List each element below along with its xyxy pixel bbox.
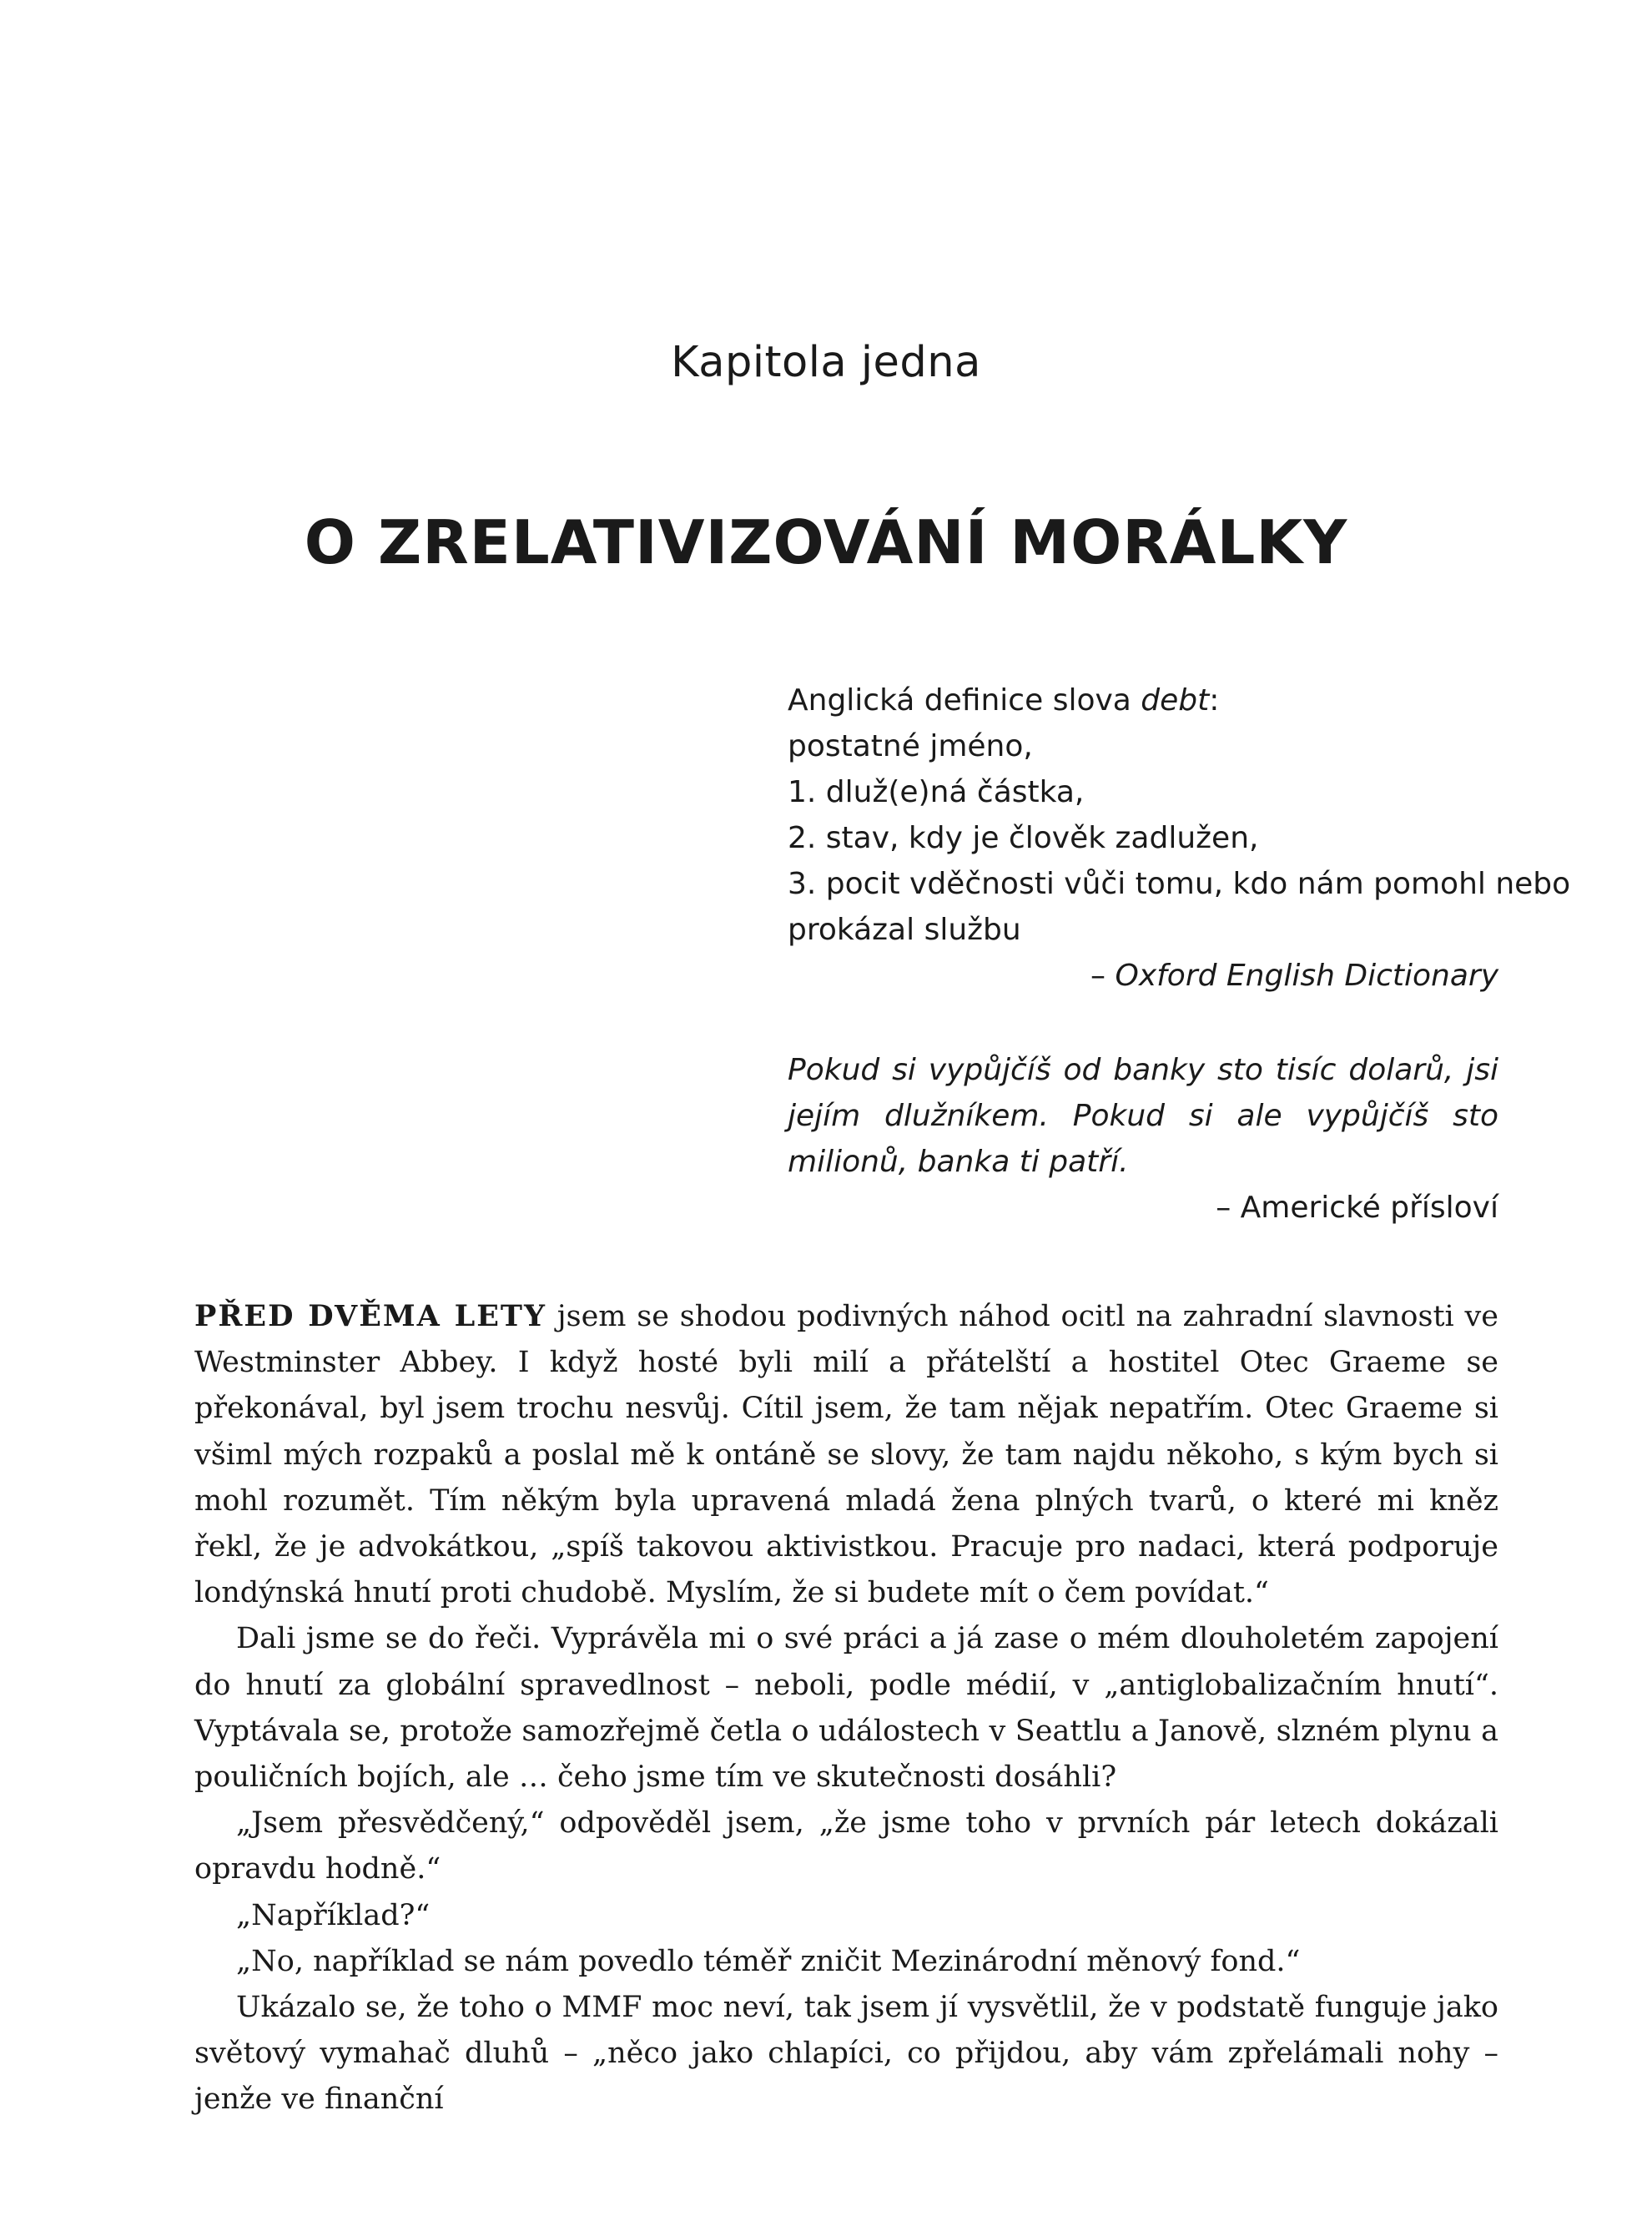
epigraph-line: 2. stav, kdy je člověk zadlužen, <box>788 821 1259 855</box>
epigraph-source-dash: – <box>1090 959 1116 993</box>
epigraph-line: postatné jméno, <box>788 729 1033 763</box>
epigraph-line: prokázal službu <box>788 913 1021 947</box>
epigraph-dictionary <box>788 677 1571 999</box>
paragraph: „Jsem přesvědčený,“ odpověděl jsem, „že jsme toho v prvních pár letech dokázali opravdu hodně.“ <box>194 1806 1498 1886</box>
paragraph: „Například?“ <box>236 1898 431 1932</box>
paragraph: Dali jsme se do řeči. Vyprávěla mi o své práci a já zase o mém dlouholetém zapojení do hnutí za globální spravedlnost – neboli, podle médií, v „antiglobalizačním hnutí“. Vyptávala se, protože samozřejmě četla o událostech v Seattlu a Janově, slzném plynu a pouličních bojích, ale … čeho jsme tím ve skutečnosti dosáhli? <box>194 1622 1498 1795</box>
paragraph: Ukázalo se, že toho o MMF moc neví, tak jsem jí vysvětlil, že v podstatě funguje jako světový vymahač dluhů – „něco jako chlapíci, co přijdou, aby vám zpřelámali nohy – jenže ve finanční <box>194 1991 1498 2117</box>
epigraph-source <box>788 953 1498 999</box>
paragraph: „No, například se nám povedlo téměř zničit Mezinárodní měnový fond.“ <box>236 1944 1301 1978</box>
paragraph-text: jsem se shodou podivných náhod ocitl na zahradní slavnosti ve Westminster Abbey. I když hosté byli milí a přátelští a hostitel Otec Graeme se překonával, byl jsem trochu nesvůj. Cítil jsem, že tam nějak nepatřím. Otec Graeme si všiml mých rozpaků a poslal mě k ontáně se slovy, že tam najdu někoho, s kým bych si mohl rozumět. Tím někým byla upravená mladá žena plných tvarů, o které mi kněz řekl, že je advokátkou, „spíš takovou aktivistkou. Pracuje pro nadaci, která podporuje londýnská hnutí proti chudobě. Myslím, že si budete mít o čem povídat.“ <box>194 1300 1498 1610</box>
paragraph-lead: PŘED DVĚMA LETY <box>194 1299 546 1333</box>
chapter-title: O ZRELATIVIZOVÁNÍ MORÁLKY <box>304 507 1348 577</box>
epigraphs <box>788 677 1571 1231</box>
epigraph-intro-text: Anglická definice slova <box>788 683 1141 718</box>
epigraph-proverb-source: – Americké přísloví <box>1216 1191 1498 1225</box>
body-text <box>194 1293 1498 2123</box>
epigraph-source-title: Oxford English Dictionary <box>1115 959 1498 993</box>
epigraph-line: 3. pocit vděčnosti vůči tomu, kdo nám pomohl nebo <box>788 867 1571 901</box>
epigraph-intro-colon: : <box>1209 683 1220 718</box>
chapter-label: Kapitola jedna <box>671 338 981 387</box>
paragraph <box>194 1293 1498 1616</box>
epigraph-intro <box>788 677 1498 723</box>
epigraph-intro-word: debt <box>1141 683 1210 718</box>
epigraph-proverb: Pokud si vypůjčíš od banky sto tisíc dolarů, jsi jejím dlužníkem. Pokud si ale vypůjčíš sto milionů, banka ti patří. <box>788 1053 1498 1179</box>
epigraph-line: 1. dluž(e)ná částka, <box>788 775 1085 809</box>
